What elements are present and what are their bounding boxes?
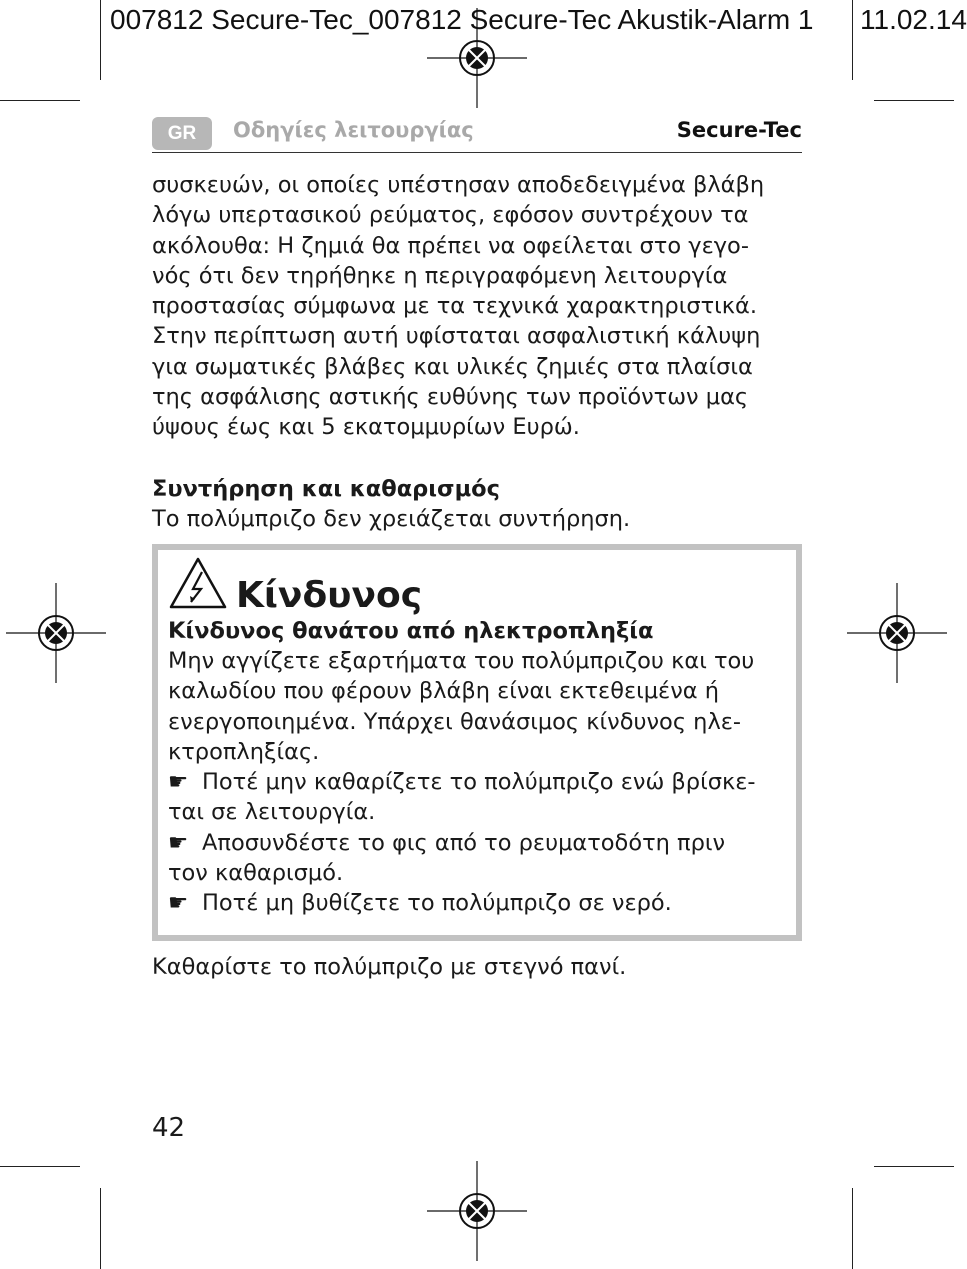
bullet-item bbox=[168, 828, 788, 858]
brand-name: Secure-Tec bbox=[676, 118, 802, 142]
pointing-hand-icon: ☛ bbox=[168, 829, 189, 856]
pointing-hand-icon: ☛ bbox=[168, 890, 189, 917]
crop-mark bbox=[0, 100, 80, 101]
registration-mark-icon bbox=[427, 1161, 527, 1261]
lightning-warning-icon bbox=[168, 556, 228, 610]
bullet-item bbox=[168, 888, 788, 918]
section-title: Οδηγίες λειτουργίας bbox=[233, 118, 474, 142]
crop-mark bbox=[874, 1166, 954, 1167]
bullet-continuation: ται σε λειτουργία. bbox=[168, 799, 376, 826]
crop-mark bbox=[852, 1188, 853, 1269]
text-line: για σωματικές βλάβες και υλικές ζημιές στα πλαίσια bbox=[152, 353, 753, 380]
registration-mark-icon bbox=[427, 8, 527, 108]
text-line: Στην περίπτωση αυτή υφίσταται ασφαλιστική κάλυψη bbox=[152, 323, 761, 350]
print-slug: 007812 Secure-Tec_007812 Secure-Tec Akustik-Alarm 1 bbox=[110, 4, 814, 35]
text-line: νός ότι δεν τηρήθηκε η περιγραφόμενη λειτουργία bbox=[152, 262, 728, 289]
crop-mark bbox=[852, 0, 853, 80]
warning-title: Κίνδυνος bbox=[236, 575, 423, 616]
maintenance-text: Το πολύμπριζο δεν χρειάζεται συντήρηση. bbox=[152, 506, 631, 532]
text-line: Μην αγγίζετε εξαρτήματα του πολύμπριζου και του bbox=[168, 648, 755, 674]
warning-body bbox=[168, 646, 788, 919]
page-number: 42 bbox=[152, 1113, 186, 1143]
text-line: λόγω υπερτασικού ρεύματος, εφόσον συντρέχουν τα bbox=[152, 202, 749, 229]
cleaning-instruction: Καθαρίστε το πολύμπριζο με στεγνό πανί. bbox=[152, 954, 627, 980]
crop-mark bbox=[0, 1166, 80, 1167]
bullet-item bbox=[168, 767, 788, 797]
crop-mark bbox=[100, 0, 101, 80]
crop-mark bbox=[874, 100, 954, 101]
warning-subtitle: Κίνδυνος θανάτου από ηλεκτροπληξία bbox=[168, 618, 654, 644]
language-badge: GR bbox=[152, 117, 212, 150]
maintenance-heading: Συντήρηση και καθαρισμός bbox=[152, 476, 500, 502]
bullet-text: Ποτέ μη βυθίζετε το πολύμπριζο σε νερό. bbox=[202, 890, 672, 917]
print-slug-date: 11.02.14 bbox=[860, 4, 967, 35]
bullet-text: Αποσυνδέστε το φις από το ρευματοδότη πριν bbox=[202, 829, 726, 856]
registration-mark-icon bbox=[6, 583, 106, 683]
bullet-continuation: τον καθαρισμό. bbox=[168, 860, 344, 887]
text-line: συσκευών, οι οποίες υπέστησαν αποδεδειγμένα βλάβη bbox=[152, 172, 765, 198]
text-line: προστασίας σύμφωνα με τα τεχνικά χαρακτηριστικά. bbox=[152, 293, 757, 320]
crop-mark bbox=[100, 1188, 101, 1269]
registration-mark-icon bbox=[847, 583, 947, 683]
text-line: καλωδίου που φέρουν βλάβη είναι εκτεθειμένα ή bbox=[168, 678, 720, 705]
text-line: ύψους έως και 5 εκατομμυρίων Ευρώ. bbox=[152, 414, 580, 441]
intro-paragraph bbox=[152, 170, 812, 443]
text-line: κτροπληξίας. bbox=[168, 738, 320, 765]
pointing-hand-icon: ☛ bbox=[168, 769, 189, 796]
text-line: ακόλουθα: Η ζημιά θα πρέπει να οφείλεται στο γεγο- bbox=[152, 232, 749, 259]
bullet-text: Ποτέ μην καθαρίζετε το πολύμπριζο ενώ βρίσκε- bbox=[202, 769, 756, 796]
text-line: ενεργοποιημένα. Υπάρχει θανάσιμος κίνδυνος ηλε- bbox=[168, 708, 742, 735]
text-line: της ασφάλισης αστικής ευθύνης των προϊόντων μας bbox=[152, 384, 749, 411]
header-divider bbox=[152, 152, 802, 153]
